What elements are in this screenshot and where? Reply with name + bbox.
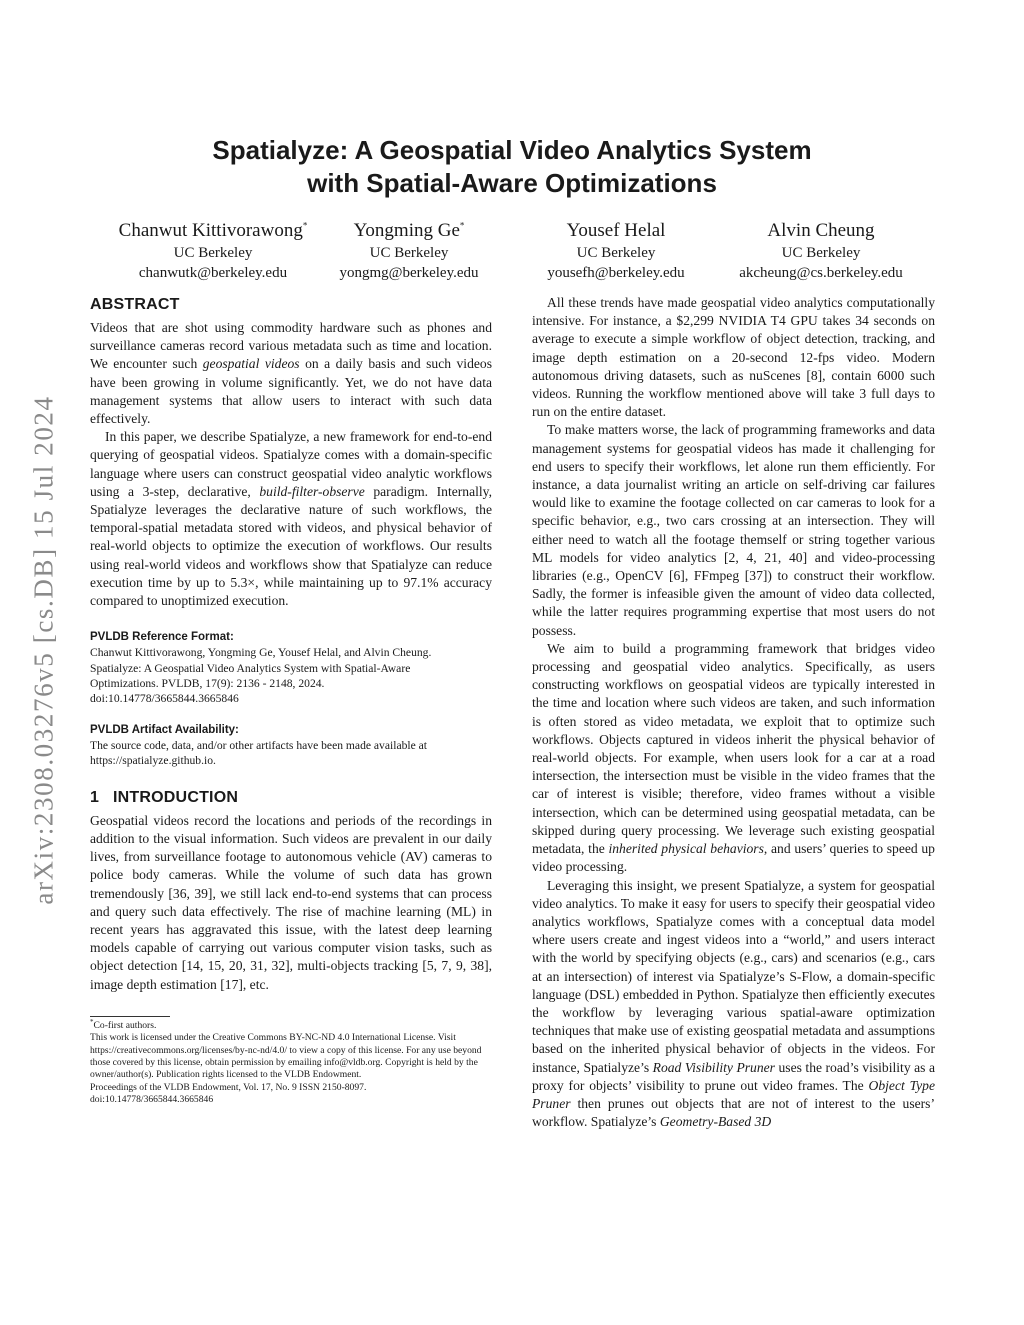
body-text: We aim to build a programming framework that bridges video processing and geospatial video analytics. Specifically, as users constructing workflows on geospatial videos are typically interested in the time and location where such videos are taken, and such information is often stored as video metadata, we exploit that to optimize such workflows. Objects captured in videos inherit the physical behavior of real-world objects. For example, when users look for a car at a road intersection, the intersection must be visible in the video frames that the car of interest is visible; therefore, video frames without a visible intersection, which can be determined using geospatial metadata, can be skipped during query processing. We leverage such existing geospatial metadata, the: [532, 640, 935, 857]
introduction-paragraph: Geospatial videos record the locations and periods of the recordings in addition to the visual information. Such videos are prevalent in our daily lives, from surveillance footage to autonomous vehicle (AV) cameras to police body cameras. While the volume of such data has grown tremendously [36, 39], we still lack end-to-end systems that can process and query such data effectively. The rise of machine learning (ML) in recent years has aggravated this issue, with the latest deep learning models capable of carrying out various computer vision tasks, such as object detection [14, 15, 20, 31, 32], multi-objects tracking [5, 7, 9, 38], image depth estimation [17], etc.: [90, 812, 492, 992]
author-email: chanwutk@berkeley.edu: [138, 265, 288, 281]
footnote-cofirst-text: Co-first authors.: [93, 1019, 157, 1031]
author-email: akcheung@cs.berkeley.edu: [739, 265, 903, 281]
left-column: [90, 294, 492, 1107]
body-paragraph: All these trends have made geospatial video analytics computationally intensive. For instance, a $2,299 NVIDIA T4 GPU takes 34 seconds on average to execute a simple workflow of object detection, tracking, and image depth estimation on a 20-second 12-fps video. Modern autonomous driving datasets, such as nuScenes [8], contain 6000 such videos. Running the workflow mentioned above will take 3 full days to run on the entire dataset.: [532, 295, 935, 420]
paper-title-line-2: with Spatial-Aware Optimizations: [307, 168, 717, 198]
body-paragraph: [532, 640, 935, 877]
body-paragraph: To make matters worse, the lack of programming frameworks and data management systems for geospatial videos has made it challenging for end users to specify their workflows, let alone run them efficiently. For instance, a data journalist writing an article on self-driving car failures would like to examine the footage collected on car cameras to look for a specific behavior, e.g., two cars crossing at an intersection. They will either need to watch all the footage themself or string together various ML models for video analytics [2, 4, 21, 40] and video-processing libraries (e.g., OpenCV [6], FFmpeg [37]) to construct their workflow. Sadly, the former is infeasible given the amount of video data collected, while the latter requires programming expertise that most users do not possess.: [532, 422, 935, 638]
abstract-text: In this paper, we describe Spatialyze, a new framework for end-to-end querying of geospatial videos. Spatialyze comes with a domain-specific language where users can construct geospatial video analytic workflows using a 3-step, declarative,: [90, 429, 492, 499]
footnote-doi: doi:10.14778/3665844.3665846: [90, 1094, 214, 1106]
paper-title-line-1: Spatialyze: A Geospatial Video Analytics System: [212, 135, 812, 165]
footnote-proceedings: Proceedings of the VLDB Endowment, Vol. 17, No. 9 ISSN 2150-8097.: [90, 1081, 367, 1093]
author-affiliation: UC Berkeley: [369, 245, 449, 261]
reference-doi: doi:10.14778/3665844.3665846: [90, 692, 239, 706]
author-affiliation: UC Berkeley: [576, 245, 656, 261]
abstract-paragraph: [90, 319, 492, 428]
right-column: [532, 294, 935, 1131]
reference-format-heading: PVLDB Reference Format:: [90, 631, 234, 644]
reference-line: Optimizations. PVLDB, 17(9): 2136 - 2148, 2024.: [90, 677, 325, 691]
abstract-text: on a daily basis and such videos have been growing in volume significantly. Yet, we do not have data management systems that allow users to interact with such data effectively.: [90, 356, 493, 427]
author-name: Chanwut Kittivorawong: [118, 220, 303, 241]
artifact-heading: PVLDB Artifact Availability:: [90, 723, 239, 736]
author-block: [696, 220, 946, 283]
body-paragraph: [532, 877, 935, 1132]
co-first-mark: *: [302, 220, 308, 231]
introduction-heading: 1 INTRODUCTION: [90, 788, 239, 806]
footnote-rule: [90, 1016, 170, 1017]
author-affiliation: UC Berkeley: [781, 245, 861, 261]
body-text: uses the road’s visibility as a proxy for objects’ visibility to prune out video frames. The: [532, 1059, 935, 1093]
body-text: Leveraging this insight, we present Spatialyze, a system for geospatial video analytics. To make it easy for users to specify their geospatial video analytics workflows, Spatialyze comes with a conceptual data model where users create and ingest videos into a “world,” and users interact with the world by specifying objects (e.g., cars) and scenarios (e.g., cars at an intersection) of interest via Spatialyze’s S-Flow, a domain-specific language (DSL) embedded in Python. Spatialyze then efficiently executes the workflow by leveraging various spatial-aware optimization techniques that make use of existing geospatial metadata and assumptions based on the inherited physical behavior of objects in the videos. For instance, Spatialyze’s: [532, 877, 935, 1075]
body-emphasis: Object Type Pruner: [532, 1077, 935, 1111]
artifact-text: The source code, data, and/or other artifacts have been made available at https://spatialyze.github.io.: [90, 738, 428, 768]
footnote-license: This work is licensed under the Creative Commons BY-NC-ND 4.0 International License. Visit https://creativecommons.org/licenses/by-nc-nd/4.0/ to view a copy of this license. For any use beyond those covered by this license, obtain permission by emailing info@vldb.org. Copyright is held by the owner/author(s). Publication rights licensed to the VLDB Endowment.: [90, 1032, 482, 1081]
footnote-cofirst: *Co-first authors.: [90, 1017, 157, 1031]
abstract-paragraph: [90, 428, 492, 610]
author-affiliation: UC Berkeley: [173, 245, 253, 261]
body-emphasis: Road Visibility Pruner: [652, 1059, 775, 1075]
author-email: yousefh@berkeley.edu: [547, 265, 685, 281]
abstract-emphasis: geospatial videos: [202, 356, 300, 372]
body-emphasis: Geometry-Based 3D: [659, 1114, 772, 1130]
body-emphasis: inherited physical behaviors: [608, 841, 764, 857]
author-name: Yousef Helal: [566, 220, 666, 241]
co-first-mark: *: [459, 220, 465, 231]
abstract-text: paradigm. Internally, Spatialyze leverages the declarative nature of such workflows, the temporal-spatial metadata stored with videos, and physical behavior of real-world objects to optimize the execution of workflows. Our results using real-world videos and workflows show that Spatialyze can reduce execution time by up to 5.3×, while maintaining up to 97.1% accuracy compared to unoptimized execution.: [90, 483, 492, 609]
body-text: , and users’ queries to speed up video processing.: [532, 841, 935, 875]
paper-title: [140, 134, 884, 200]
reference-line: Spatialyze: A Geospatial Video Analytics System with Spatial-Aware: [90, 661, 411, 675]
arxiv-stamp: arXiv:2308.03276v5 [cs.DB] 15 Jul 2024: [28, 395, 59, 905]
body-text: then prunes out objects that are not of interest to the users’ workflow. Spatialyze’s: [532, 1095, 935, 1130]
author-name: Yongming Ge: [353, 220, 460, 241]
author-email: yongmg@berkeley.edu: [339, 265, 479, 281]
author-name: Alvin Cheung: [767, 220, 875, 241]
reference-line: Chanwut Kittivorawong, Yongming Ge, Yousef Helal, and Alvin Cheung.: [90, 646, 432, 660]
abstract-heading: ABSTRACT: [90, 296, 180, 313]
abstract-emphasis: build-filter-observe: [259, 483, 365, 499]
abstract-text: Videos that are shot using commodity hardware such as phones and surveillance cameras record various metadata such as time and location. We encounter such: [90, 320, 492, 372]
